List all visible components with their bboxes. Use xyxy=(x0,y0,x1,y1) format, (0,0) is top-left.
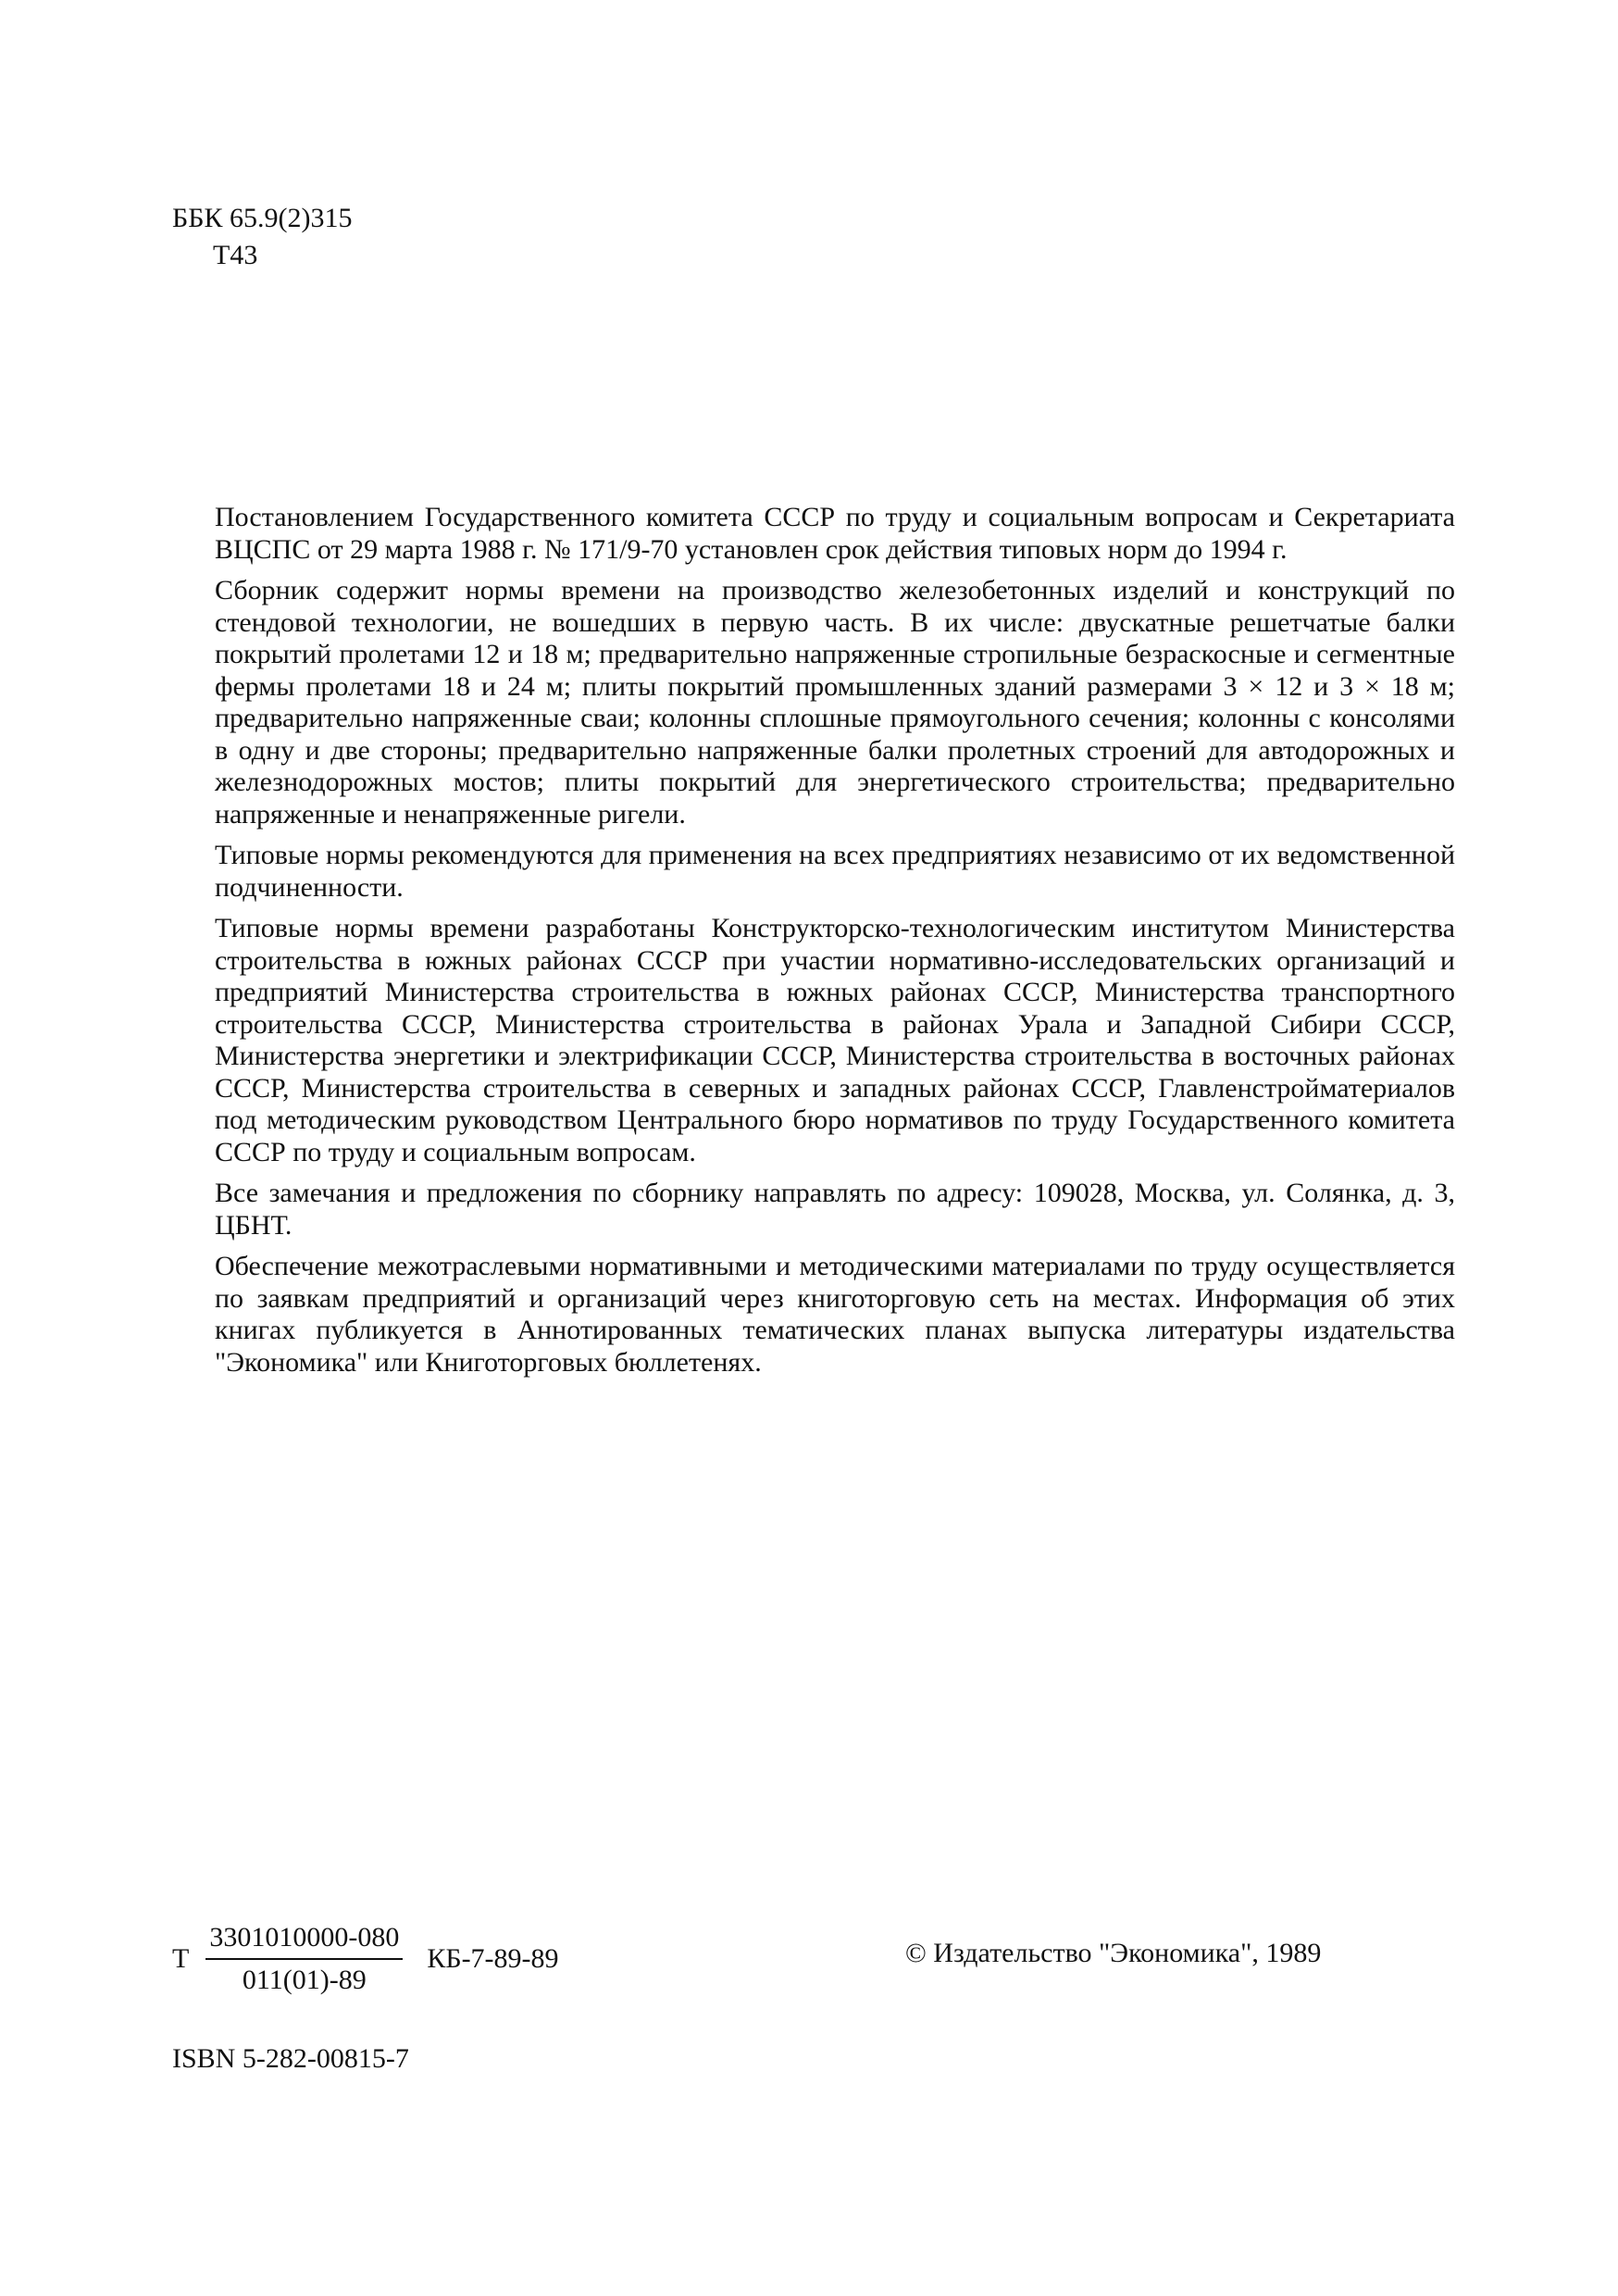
bbk-code: ББК 65.9(2)315 xyxy=(172,203,353,233)
copyright-notice: © Издательство "Экономика", 1989 xyxy=(905,1938,1322,1968)
imprint-code xyxy=(172,1921,559,1997)
isbn: ISBN 5-282-00815-7 xyxy=(172,2043,409,2074)
author-mark: Т43 xyxy=(213,240,258,270)
fraction-numerator: 3301010000-080 xyxy=(205,1921,403,1960)
fraction-letter: Т xyxy=(172,1943,190,1974)
paragraph-developers: Типовые нормы времени разработаны Конструкторско-технологическим институтом Министерства строительства в южных районах СССР при участии нормативно-исследовательских организаций и предприятий Министерства строительства в южных районах СССР, Министерства транспортного строительства СССР, Министерства строительства в районах Урала и Западной Сибири СССР, Министерства энергетики и электрификации СССР, Министерства строительства в восточных районах СССР, Министерства строительства в северных и западных районах СССР, Главленстройматериалов под методическим руководством Центрального бюро нормативов по труду Государственного комитета СССР по труду и социальным вопросам. xyxy=(215,913,1455,1167)
annotation-text xyxy=(215,502,1455,1388)
fraction-denominator: 011(01)-89 xyxy=(242,1965,367,1995)
bbk-classification xyxy=(172,200,352,274)
catalog-fraction xyxy=(172,1921,559,1997)
kb-code: КБ-7-89-89 xyxy=(427,1943,559,1974)
paragraph-recommendation: Типовые нормы рекомендуются для применения на всех предприятиях независимо от их ведомственной подчиненности. xyxy=(215,840,1455,903)
paragraph-validity: Постановлением Государственного комитета СССР по труду и социальным вопросам и Секретариата ВЦСПС от 29 марта 1988 г. № 171/9-70 установлен срок действия типовых норм до 1994 г. xyxy=(215,502,1455,565)
paragraph-address: Все замечания и предложения по сборнику направлять по адресу: 109028, Москва, ул. Солянка, д. 3, ЦБНТ. xyxy=(215,1178,1455,1241)
paragraph-contents: Сборник содержит нормы времени на производство железобетонных изделий и конструкций по стендовой технологии, не вошедших в первую часть. В их числе: двускатные решетчатые балки покрытий пролетами 12 и 18 м; предварительно напряженные стропильные безраскосные и сегментные фермы пролетами 18 и 24 м; плиты покрытий промышленных зданий размерами 3 × 12 и 3 × 18 м; предварительно напряженные сваи; колонны сплошные прямоугольного сечения; колонны с консолями в одну и две стороны; предварительно напряженные балки пролетных строений для автодорожных и железнодорожных мостов; плиты покрытий для энергетического строительства; предварительно напряженные и ненапряженные ригели. xyxy=(215,575,1455,830)
paragraph-distribution: Обеспечение межотраслевыми нормативными и методическими материалами по труду осуществляется по заявкам предприятий и организаций через книготорговую сеть на местах. Информация об этих книгах публикуется в Аннотированных тематических планах выпуска литературы издательства "Экономика" или Книготорговых бюллетенях. xyxy=(215,1251,1455,1378)
fraction xyxy=(205,1921,403,1997)
